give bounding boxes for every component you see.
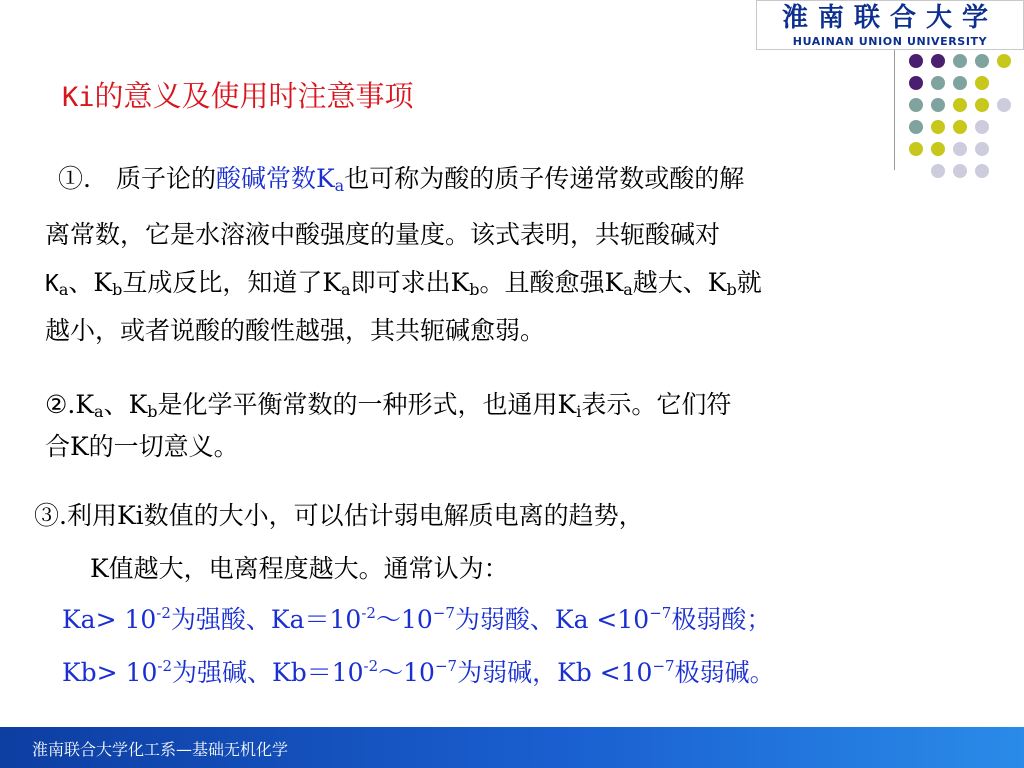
p1-symbol: K: [45, 271, 59, 297]
dot: [909, 98, 923, 112]
cond-text: 极弱酸；: [671, 605, 772, 634]
cond-text: 为弱酸、Ka <10: [454, 605, 650, 634]
p1-sub: a: [341, 280, 351, 299]
dot: [931, 142, 945, 156]
p1-term-text: 酸碱常数K: [215, 164, 335, 193]
p1-text: 即可求出K: [350, 268, 470, 297]
p1-sub: b: [726, 280, 737, 299]
p1-text: ①. 质子论的: [58, 164, 216, 193]
paragraph-1-line-4: 越小，或者说酸的酸性越强，其共轭碱愈弱。: [45, 316, 546, 345]
paragraph-3-line-1: ③.利用Ki数值的大小，可以估计弱电解质电离的趋势，: [34, 501, 644, 530]
decorative-divider: [894, 50, 895, 170]
dot: [975, 120, 989, 134]
p2-text: 、K: [103, 390, 148, 419]
p1-term-sub: a: [334, 176, 345, 195]
cond-text: 极弱碱。: [674, 658, 775, 687]
dot: [909, 76, 923, 90]
dot: [953, 142, 967, 156]
cond-exp: -2: [361, 604, 376, 622]
paragraph-3-line-2: K值越大，电离程度越大。通常认为：: [90, 554, 509, 583]
dot: [975, 98, 989, 112]
dot: [931, 98, 945, 112]
footer-bar: [0, 727, 1024, 768]
dot: [997, 98, 1011, 112]
dot: [953, 76, 967, 90]
cond-text: ～10: [378, 658, 435, 687]
cond-text: 为强酸、Ka＝10: [170, 605, 362, 634]
p1-text: 越大、K: [632, 268, 727, 297]
paragraph-2-line-2: 合K的一切意义。: [45, 432, 239, 461]
cond-exp: -2: [363, 657, 379, 675]
slide-title: [62, 76, 414, 118]
p2-sub: b: [147, 402, 158, 421]
p1-text: 就: [736, 268, 762, 297]
dot: [953, 98, 967, 112]
dot: [975, 142, 989, 156]
dot: [931, 120, 945, 134]
cond-exp: -2: [156, 604, 171, 622]
logo-english-name: HUAINAN UNION UNIVERSITY: [792, 35, 988, 48]
cond-exp: −7: [652, 657, 675, 675]
base-strength-criteria: [62, 656, 775, 690]
cond-text: ～10: [375, 605, 433, 634]
cond-text: 为弱碱，Kb <10: [457, 658, 653, 687]
logo-chinese-name: 淮南联合大学: [781, 3, 998, 33]
dot: [909, 54, 923, 68]
p1-sub: b: [112, 280, 123, 299]
p1-text: 也可称为酸的质子传递常数或酸的解: [344, 164, 745, 193]
p1-sub: a: [623, 280, 633, 299]
dot: [931, 76, 945, 90]
acid-strength-criteria: [62, 603, 771, 637]
p1-text: 互成反比，知道了K: [122, 268, 342, 297]
paragraph-2-line-1: [45, 386, 993, 423]
dot: [953, 54, 967, 68]
p2-sub: a: [94, 402, 104, 421]
p1-text: 、K: [68, 268, 113, 297]
p1-sub: a: [58, 280, 69, 299]
p1-acid-constant-term: [216, 164, 344, 193]
dot: [953, 120, 967, 134]
p2-text: ②.K: [45, 390, 95, 419]
cond-exp: −7: [432, 604, 455, 622]
cond-exp: −7: [649, 604, 672, 622]
p1-sub: b: [469, 280, 480, 299]
footer-text: 淮南联合大学化工系—基础无机化学: [32, 740, 289, 759]
paragraph-1-line-3: [45, 264, 993, 303]
title-text: 的意义及使用时注意事项: [94, 79, 414, 113]
p1-text: 。且酸愈强K: [479, 268, 624, 297]
dot: [997, 54, 1011, 68]
cond-exp: −7: [434, 657, 458, 675]
cond-text: 为强碱、Kb＝10: [172, 658, 364, 687]
paragraph-1-line-2: 离常数，它是水溶液中酸强度的量度。该式表明，共轭酸碱对: [45, 220, 721, 249]
cond-text: Kb> 10: [62, 658, 158, 687]
cond-exp: -2: [157, 657, 173, 675]
dot: [975, 54, 989, 68]
dot: [909, 142, 923, 156]
title-ki: Ki: [62, 82, 95, 113]
p2-sub: i: [576, 402, 582, 421]
p2-text: 表示。它们符: [581, 390, 732, 419]
university-logo: [756, 0, 1024, 50]
p2-text: 是化学平衡常数的一种形式，也通用K: [157, 390, 577, 419]
dot: [931, 54, 945, 68]
paragraph-1-line-1: [58, 160, 1006, 197]
dot: [909, 120, 923, 134]
dot: [975, 76, 989, 90]
cond-text: Ka> 10: [62, 605, 157, 634]
